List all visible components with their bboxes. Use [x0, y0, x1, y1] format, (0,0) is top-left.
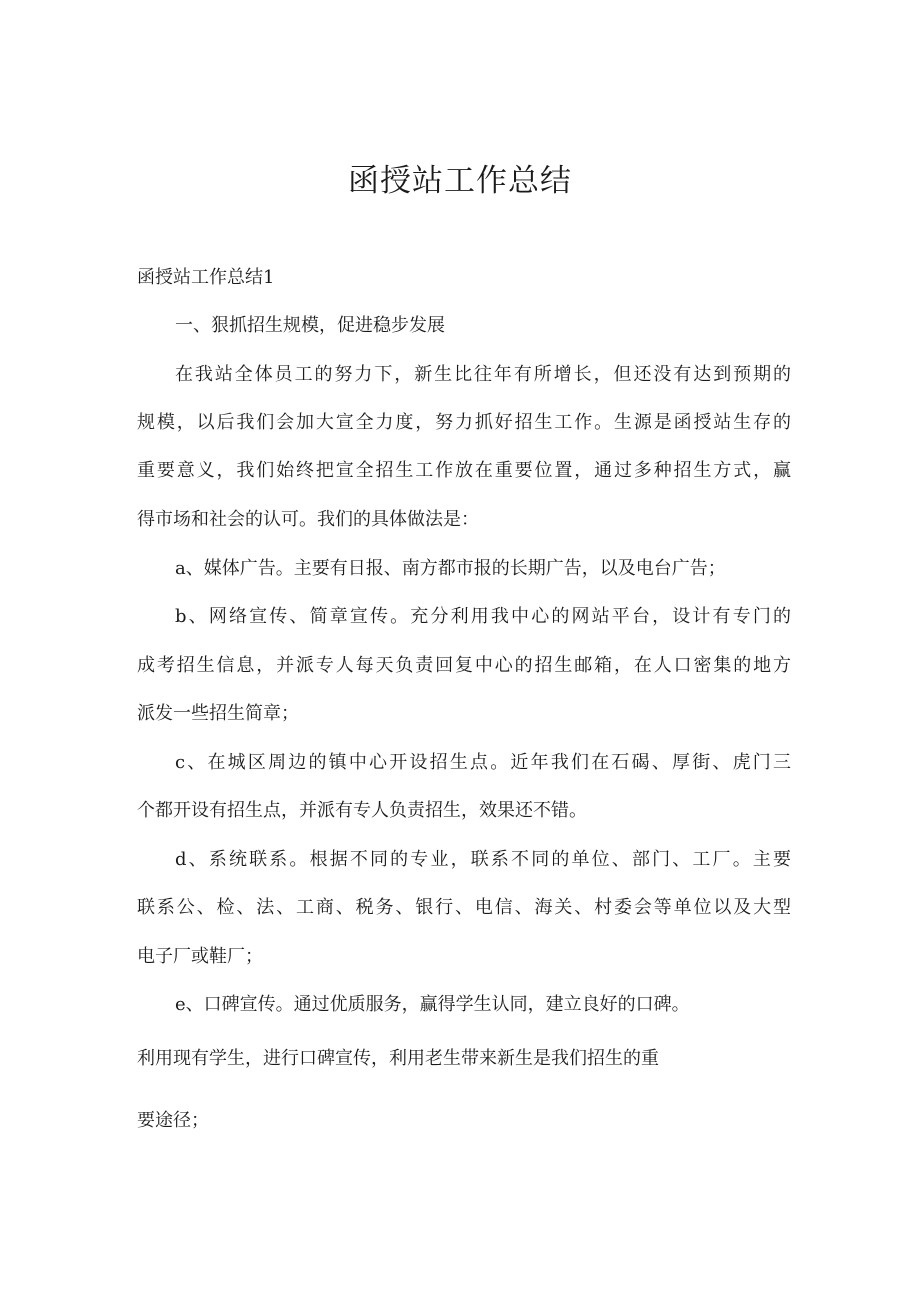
paragraph-line: 个都开设有招生点，并派有专人负责招生，效果还不错。	[137, 800, 587, 821]
list-item-c: c、在城区周边的镇中心开设招生点。近年我们在石碣、厚街、虎门三	[175, 752, 791, 773]
paragraph-line: 在我站全体员工的努力下，新生比往年有所增长，但还没有达到预期的	[175, 364, 791, 385]
paragraph-line: 利用现有学生，进行口碑宣传，利用老生带来新生是我们招生的重	[137, 1048, 659, 1069]
paragraph-line: 要途径；	[137, 1110, 209, 1131]
paragraph-line: 成考招生信息，并派专人每天负责回复中心的招生邮箱，在人口密集的地方	[137, 655, 791, 676]
paragraph-line: 得市场和社会的认可。我们的具体做法是：	[137, 509, 479, 530]
list-item-a: a、媒体广告。主要有日报、南方都市报的长期广告，以及电台广告；	[175, 558, 726, 579]
section-heading: 函授站工作总结1	[137, 267, 275, 288]
list-item-e: e、口碑宣传。通过优质服务，赢得学生认同，建立良好的口碑。	[175, 994, 690, 1015]
paragraph-line: 电子厂或鞋厂；	[137, 946, 263, 967]
paragraph-line: 规模，以后我们会加大宣全力度，努力抓好招生工作。生源是函授站生存的	[137, 412, 791, 433]
paragraph-line: 重要意义，我们始终把宣全招生工作放在重要位置，通过多种招生方式，赢	[137, 460, 791, 481]
document-title: 函授站工作总结	[348, 163, 572, 199]
list-item-d: d、系统联系。根据不同的专业，联系不同的单位、部门、工厂。主要	[175, 849, 791, 870]
list-item-b: b、网络宣传、简章宣传。充分利用我中心的网站平台，设计有专门的	[175, 606, 791, 627]
paragraph-line: 联系公、检、法、工商、税务、银行、电信、海关、村委会等单位以及大型	[137, 897, 791, 918]
paragraph-heading-1: 一、狠抓招生规模，促进稳步发展	[175, 315, 445, 336]
paragraph-line: 派发一些招生简章；	[137, 703, 299, 724]
